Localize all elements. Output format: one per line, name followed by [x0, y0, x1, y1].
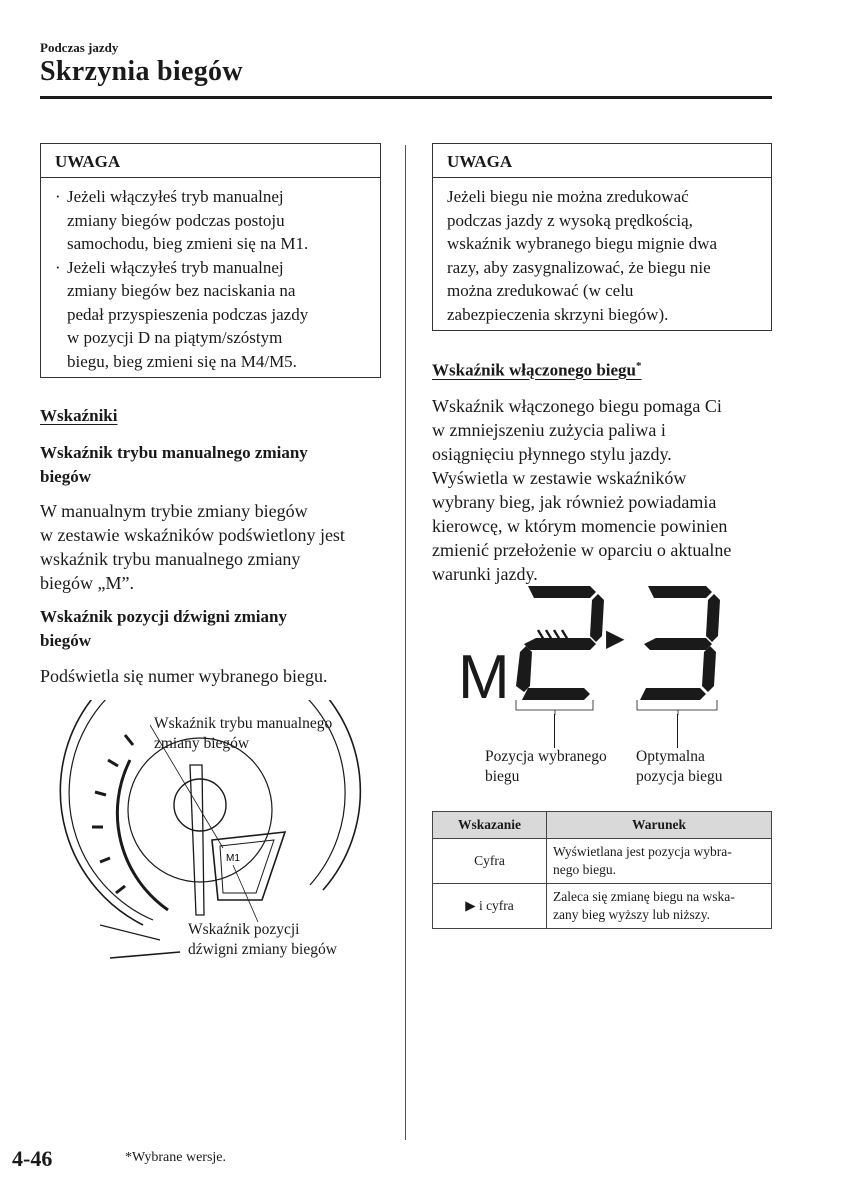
mode-letter-m: M: [458, 643, 510, 712]
notice-line: zmiany biegów bez naciskania na: [67, 281, 296, 300]
table-row: Cyfra Wyświetlana jest pozycja wybra- nego biegu.: [433, 839, 772, 884]
notice-bullet: · Jeżeli włączyłeś tryb manualnej zmiany biegów podczas postoju samochodu, bieg zmieni się na M1.: [55, 185, 366, 256]
indication-table: [432, 811, 772, 929]
notice-line: podczas jazdy z wysoką prędkością,: [447, 210, 693, 230]
gear-indicator-paragraph: Wskaźnik włączonego biegu pomaga Ci w zmniejszeniu zużycia paliwa i osiągnięciu płynnego stylu jazdy. Wyświetla w zestawie wskaźników wybrany bieg, jak również powiadamia kierowcę, w którym momencie powinien zmienić przełożenie w oparciu o aktualne warunki jazdy.: [432, 396, 732, 584]
section-heading-indicators: Wskaźniki: [40, 406, 118, 425]
page-number: 4-46: [12, 1146, 53, 1171]
notice-line: samochodu, bieg zmieni się na M1.: [67, 234, 309, 253]
needle: [190, 765, 204, 915]
notice-line: pedał przyspieszenia podczas jazdy: [67, 304, 309, 324]
gear-indicator-heading: Wskaźnik włączonego biegu*: [432, 360, 642, 380]
notice-heading: UWAGA: [433, 144, 771, 178]
left-notice-box: [40, 143, 381, 378]
center-hub: [174, 779, 226, 831]
notice-line: Jeżeli biegu nie można zredukować: [447, 187, 689, 206]
title-rule: [40, 96, 772, 99]
table-header: Warunek: [547, 812, 772, 839]
paragraph-manual-mode: W manualnym trybie zmiany biegów w zestawie wskaźników podświetlony jest wskaźnik trybu manualnego zmiany biegów „M”.: [40, 501, 345, 593]
notice-line: zabezpieczenia skrzyni biegów).: [447, 304, 669, 324]
table-header: Wskazanie: [433, 812, 547, 839]
right-notice-box: [432, 143, 772, 331]
sub-heading-lever-position: Wskaźnik pozycji dźwigni zmiany biegów: [40, 607, 287, 650]
figure-label-manual-indicator: Wskaźnik trybu manualnego zmiany biegów: [154, 715, 333, 752]
column-divider: [405, 145, 406, 1140]
notice-line: można zredukować (w celu: [447, 281, 634, 300]
leader-optimal: [677, 714, 678, 748]
page-title: Skrzynia biegów: [40, 56, 243, 87]
table-row: ▶ i cyfra Zaleca się zmianę biegu na wska- zany bieg wyższy lub niższy.: [433, 884, 772, 929]
notice-line: biegu, bieg zmieni się na M4/M5.: [67, 351, 297, 371]
notice-line: wskaźnik wybranego biegu mignie dwa: [447, 234, 718, 253]
caption-current-gear: Pozycja wybranego biegu: [485, 748, 607, 785]
notice-line: razy, aby zasygnalizować, że biegu nie: [447, 257, 711, 277]
notice-bullet: · Jeżeli włączyłeś tryb manualnej zmiany biegów bez naciskania na pedał przyspieszenia podczas jazdy w pozycji D na piątym/szóstym biegu, bieg zmieni się na M4/M5.: [55, 256, 366, 374]
notice-line: Jeżeli włączyłeś tryb manualnej: [67, 187, 284, 206]
gauge-m1-text: M1: [226, 853, 240, 864]
notice-line: Jeżeli włączyłeś tryb manualnej: [67, 257, 284, 277]
footnote: *Wybrane wersje.: [125, 1150, 227, 1165]
gear-display-figure: [430, 580, 775, 715]
shift-arrow-icon: ▶: [606, 624, 625, 652]
notice-line: w pozycji D na piątym/szóstym: [67, 328, 283, 347]
section-label: Podczas jazdy: [40, 40, 119, 55]
digit-optimal-gear: [640, 586, 720, 700]
notice-line: zmiany biegów podczas postoju: [67, 210, 285, 230]
sub-heading-manual-mode: Wskaźnik trybu manualnego zmiany biegów: [40, 443, 308, 486]
figure-label-lever-indicator: Wskaźnik pozycji dźwigni zmiany biegów: [188, 921, 337, 958]
leader-current: [554, 714, 555, 748]
paragraph-lever-position: Podświetla się numer wybranego biegu.: [40, 666, 328, 686]
caption-optimal-gear: Optymalna pozycja biegu: [636, 748, 723, 785]
digit-current-gear: [516, 586, 604, 700]
notice-heading: UWAGA: [41, 144, 380, 178]
